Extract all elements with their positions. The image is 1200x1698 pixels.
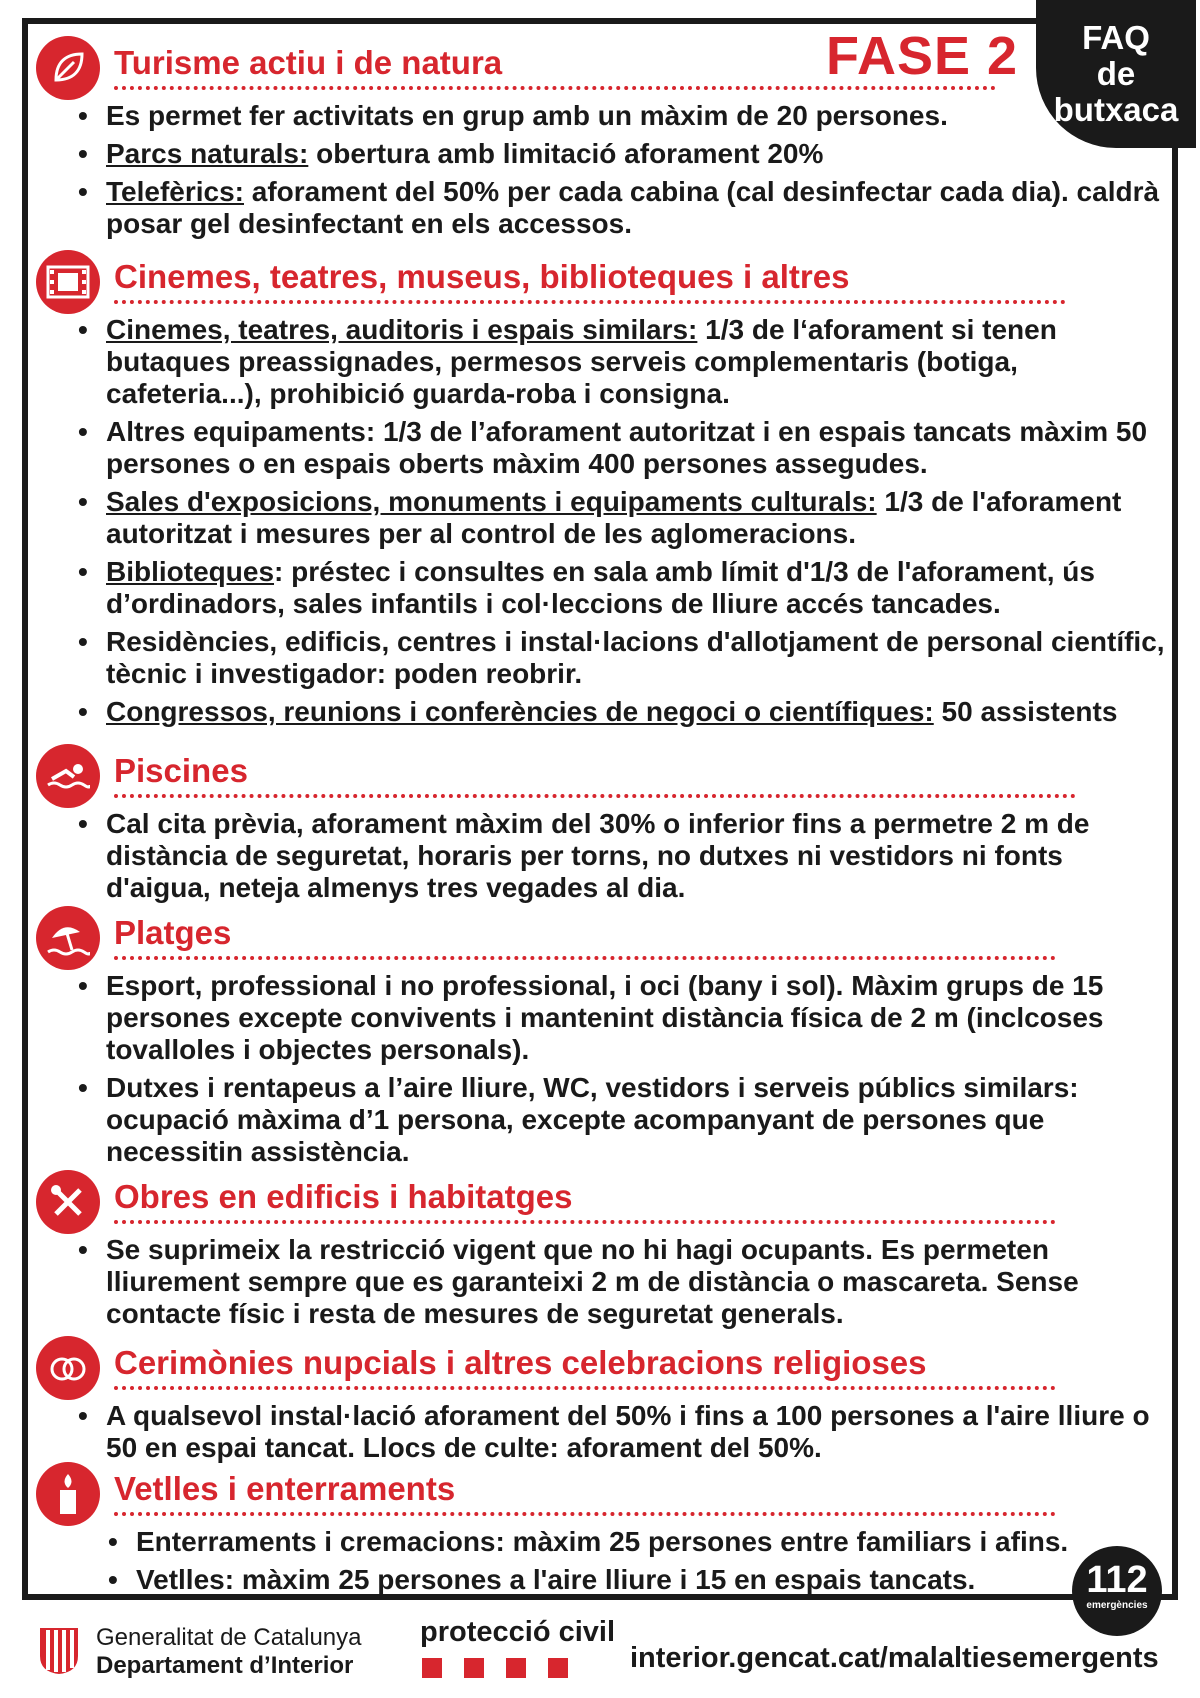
section-title: Platges xyxy=(114,914,232,951)
list-item: • Altres equipaments: 1/3 de l’aforament autoritzat i en espais tancats màxim 50 persones o en espais oberts màxim 400 persones assegudes. xyxy=(106,416,1166,480)
list-item: • Residències, edificis, centres i instal·lacions d'allotjament de personal científic, tècnic i investigador: poden reobrir. xyxy=(106,626,1166,690)
dotted-divider xyxy=(114,1386,1056,1390)
list-item: • A qualsevol instal·lació aforament del 50% i fins a 100 persones a l'aire lliure o 50 en espai tancat. Llocs de culte: aforament del 50%. xyxy=(106,1400,1166,1464)
section-title: Obres en edificis i habitatges xyxy=(114,1178,573,1215)
swimmer-icon xyxy=(36,744,100,808)
department-name: Departament d’Interior xyxy=(96,1652,354,1679)
list-item: • Enterraments i cremacions: màxim 25 persones entre familiars i afins. xyxy=(136,1526,1166,1558)
candle-icon xyxy=(36,1462,100,1526)
tools-icon xyxy=(36,1170,100,1234)
faq-line-2: de xyxy=(1096,55,1136,92)
list-item: • Es permet fer activitats en grup amb un màxim de 20 persones. xyxy=(106,100,1166,132)
proteccio-civil-logo: protecció civil xyxy=(420,1616,616,1648)
faq-line-3: butxaca xyxy=(1053,91,1179,128)
list-item: • Sales d'exposicions, monuments i equipaments culturals: 1/3 de l'aforament autoritzat i mesures per al control de les aglomeracions. xyxy=(106,486,1166,550)
dotted-divider xyxy=(114,300,1066,304)
beach-umbrella-icon xyxy=(36,906,100,970)
generalitat-logo-icon xyxy=(38,1626,80,1676)
list-item: • Cinemes, teatres, auditoris i espais similars: 1/3 de l‘aforament si tenen butaques preassignades, permesos serveis complementaris (botiga, cafeteria...), prohibició guarda-roba i consigna. xyxy=(106,314,1166,410)
dotted-divider xyxy=(114,956,1056,960)
website-url[interactable]: interior.gencat.cat/malaltiesemergents xyxy=(630,1642,1159,1674)
list-item: • Cal cita prèvia, aforament màxim del 30% o inferior fins a permetre 2 m de distància de seguretat, horaris per torns, no dutxes ni vestidors ni fonts d'aigua, neteja almenys tres vegades al dia. xyxy=(106,808,1166,904)
dotted-divider xyxy=(114,1512,1056,1516)
list-item: • Vetlles: màxim 25 persones a l'aire lliure i 15 en espais tancats. xyxy=(136,1564,1166,1596)
film-icon xyxy=(36,250,100,314)
list-item: • Congressos, reunions i conferències de negoci o científiques: 50 assistents xyxy=(106,696,1166,728)
section-cinemes xyxy=(36,250,1166,734)
section-obres xyxy=(36,1170,1166,1336)
badge-sub: emergències xyxy=(1086,1600,1148,1611)
list-item: • Dutxes i rentapeus a l’aire lliure, WC, vestidors i serveis públics similars: ocupació màxima d’1 persona, excepte acompanyant de persones que necessitin assistència. xyxy=(106,1072,1166,1168)
proteccio-civil-squares xyxy=(422,1658,568,1678)
section-vetlles xyxy=(36,1462,1166,1602)
list-item: • Biblioteques: préstec i consultes en sala amb límit d'1/3 de l'aforament, ús d’ordinadors, sales infantils i col·leccions de lliure accés tancades. xyxy=(106,556,1166,620)
section-turisme xyxy=(36,36,1166,246)
leaf-icon xyxy=(36,36,100,100)
dotted-divider xyxy=(114,794,1076,798)
rings-icon xyxy=(36,1336,100,1400)
section-platges xyxy=(36,906,1166,1174)
badge-number: 112 xyxy=(1086,1559,1148,1601)
dotted-divider xyxy=(114,86,996,90)
section-title: Piscines xyxy=(114,752,248,789)
section-title: Turisme actiu i de natura xyxy=(114,44,503,81)
faq-line-1: FAQ xyxy=(1082,19,1150,56)
list-item: • Esport, professional i no professional, i oci (bany i sol). Màxim grups de 15 persones excepte convivents i mantenint distància física de 2 m (inclcoses tovalloles i objectes personals). xyxy=(106,970,1166,1066)
section-cerimonies xyxy=(36,1336,1166,1470)
list-item: • Parcs naturals: obertura amb limitació aforament 20% xyxy=(106,138,1166,170)
section-title: Vetlles i enterraments xyxy=(114,1470,456,1507)
footer xyxy=(0,1604,1200,1698)
phase-title: FASE 2 xyxy=(826,26,1019,86)
section-title: Cinemes, teatres, museus, biblioteques i altres xyxy=(114,258,850,295)
dotted-divider xyxy=(114,1220,1056,1224)
list-item: • Se suprimeix la restricció vigent que no hi hagi ocupants. Es permeten lliurement sempre que es garanteixi 2 m de distància o mascareta. Sense contacte físic i resta de mesures de seguretat generals. xyxy=(106,1234,1166,1330)
list-item: • Telefèrics: aforament del 50% per cada cabina (cal desinfectar cada dia). caldrà posar gel desinfectant en els accessos. xyxy=(106,176,1166,240)
generalitat-name: Generalitat de Catalunya xyxy=(96,1624,362,1651)
section-title: Cerimònies nupcials i altres celebracions religioses xyxy=(114,1344,927,1381)
section-piscines xyxy=(36,744,1166,910)
